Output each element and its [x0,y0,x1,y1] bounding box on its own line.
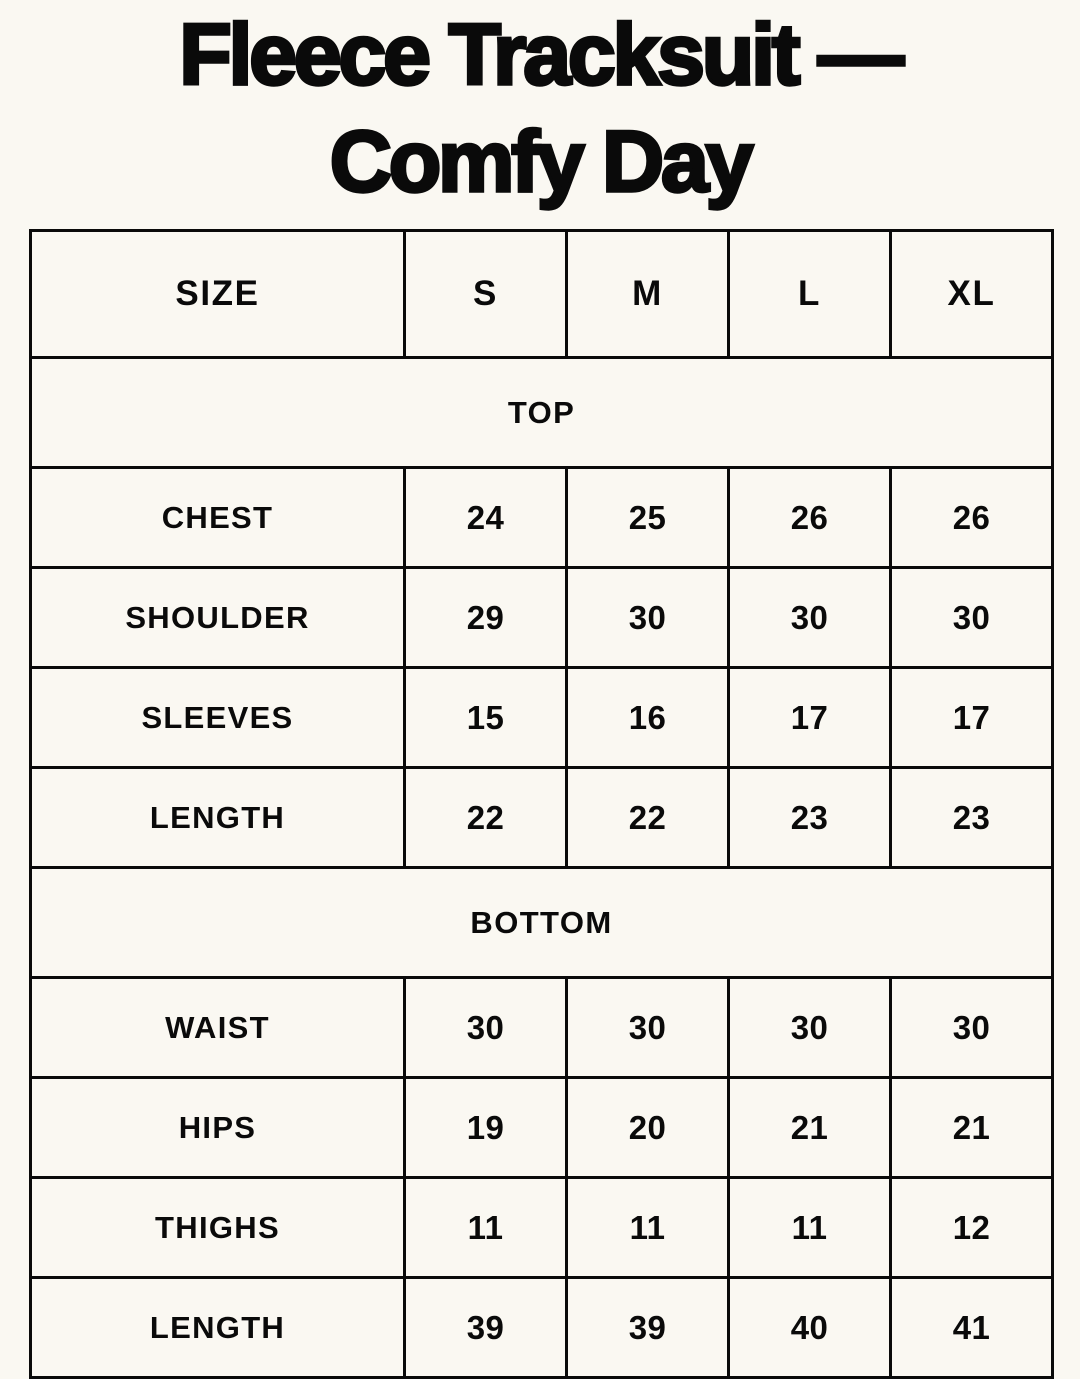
measurement-value: 30 [729,978,891,1078]
measurement-value: 23 [729,768,891,868]
row-label: LENGTH [31,1278,405,1378]
measurement-value: 29 [405,568,567,668]
table-row [31,978,1053,1078]
measurement-value: 11 [405,1178,567,1278]
measurement-value: 39 [405,1278,567,1378]
row-label: HIPS [31,1078,405,1178]
row-label: LENGTH [31,768,405,868]
measurement-value: 23 [891,768,1053,868]
table-row [31,1278,1053,1378]
measurement-value: 16 [567,668,729,768]
measurement-value: 17 [891,668,1053,768]
measurement-value: 21 [729,1078,891,1178]
table-row [31,468,1053,568]
row-label: WAIST [31,978,405,1078]
measurement-value: 39 [567,1278,729,1378]
measurement-value: 41 [891,1278,1053,1378]
column-header-m: M [567,231,729,358]
measurement-value: 30 [891,978,1053,1078]
measurement-value: 24 [405,468,567,568]
table-row [31,768,1053,868]
page-title [0,2,1080,216]
title-line-2: Comfy Day [329,114,751,210]
measurement-value: 26 [891,468,1053,568]
measurement-value: 15 [405,668,567,768]
table-row [31,568,1053,668]
title-line-1: Fleece Tracksuit — [179,7,901,103]
table-row [31,668,1053,768]
section-label-top: TOP [31,358,1053,468]
row-label: SLEEVES [31,668,405,768]
measurement-value: 19 [405,1078,567,1178]
column-header-xl: XL [891,231,1053,358]
section-header-row [31,868,1053,978]
measurement-value: 17 [729,668,891,768]
table-row [31,1178,1053,1278]
table-header-row [31,231,1053,358]
section-header-row [31,358,1053,468]
measurement-value: 22 [567,768,729,868]
size-chart-table [29,229,1054,1379]
row-label: THIGHS [31,1178,405,1278]
measurement-value: 20 [567,1078,729,1178]
measurement-value: 12 [891,1178,1053,1278]
measurement-value: 22 [405,768,567,868]
measurement-value: 11 [729,1178,891,1278]
measurement-value: 30 [729,568,891,668]
measurement-value: 11 [567,1178,729,1278]
measurement-value: 30 [567,568,729,668]
column-header-size: SIZE [31,231,405,358]
measurement-value: 30 [405,978,567,1078]
measurement-value: 25 [567,468,729,568]
row-label: CHEST [31,468,405,568]
column-header-l: L [729,231,891,358]
section-label-bottom: BOTTOM [31,868,1053,978]
measurement-value: 40 [729,1278,891,1378]
column-header-s: S [405,231,567,358]
measurement-value: 30 [891,568,1053,668]
table-row [31,1078,1053,1178]
measurement-value: 30 [567,978,729,1078]
row-label: SHOULDER [31,568,405,668]
measurement-value: 21 [891,1078,1053,1178]
measurement-value: 26 [729,468,891,568]
